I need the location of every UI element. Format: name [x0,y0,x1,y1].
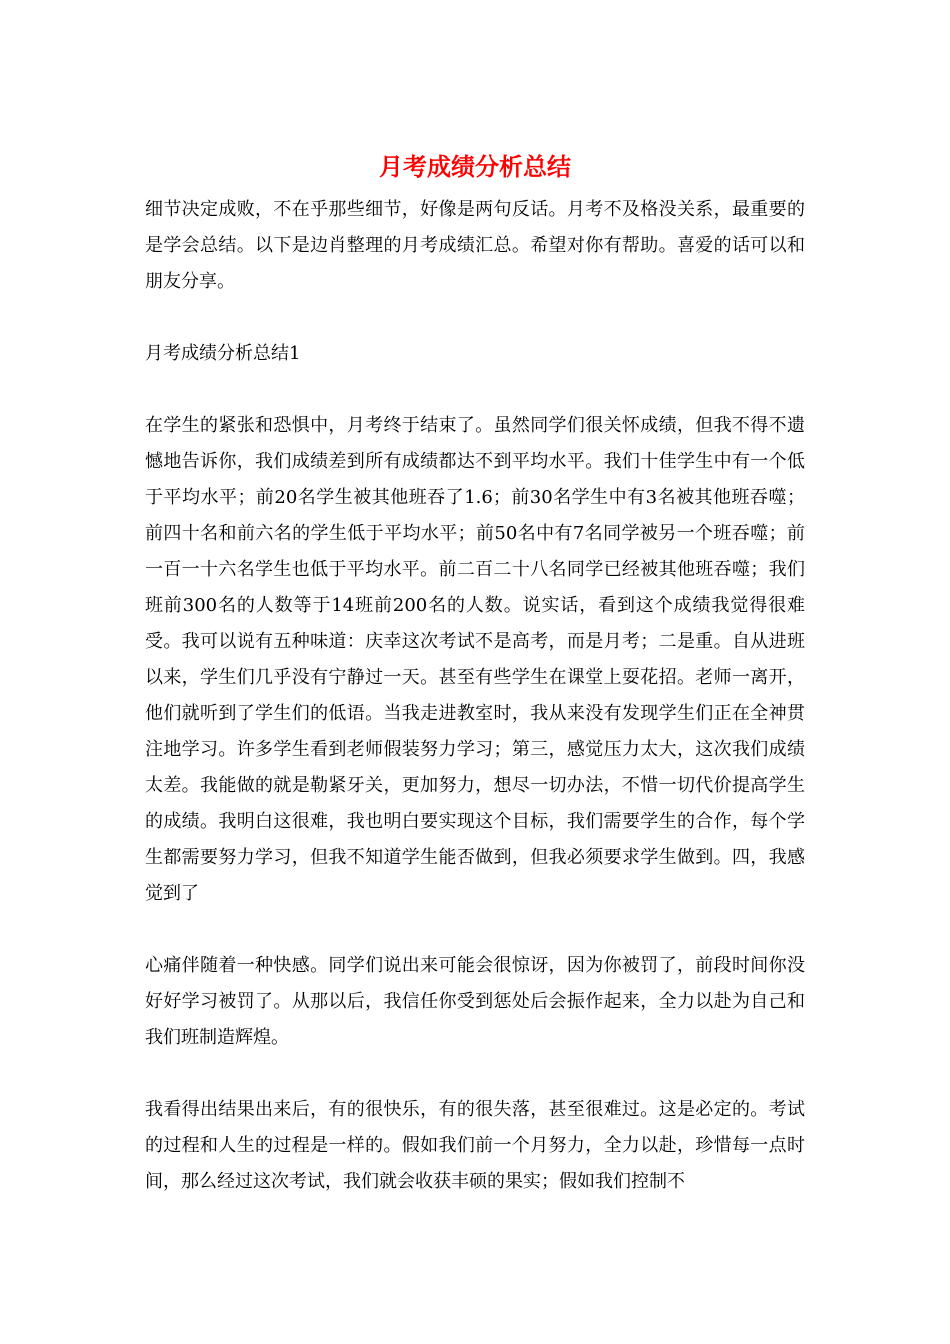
section-heading: 月考成绩分析总结1 [145,343,301,364]
paragraph-spacer [145,1056,805,1092]
body-paragraph-2: 心痛伴随着一种快感。同学们说出来可能会很惊讶，因为你被罚了，前段时间你没好好学习被罚了。从那以后，我信任你受到惩处后会振作起来，全力以赴为自己和我们班制造辉煌。 [145,955,805,1048]
body-paragraph-3: 我看得出结果出来后，有的很快乐，有的很失落，甚至很难过。这是必定的。考试的过程和人生的过程是一样的。假如我们前一个月努力，全力以赴，珍惜每一点时间，那么经过这次考试，我们就会收获丰硕的果实；假如我们控制不 [145,1099,805,1192]
paragraph-spacer [145,912,805,948]
intro-paragraph: 细节决定成败，不在乎那些细节，好像是两句反话。月考不及格没关系，最重要的是学会总结。以下是边肖整理的月考成绩汇总。希望对你有帮助。喜爱的话可以和朋友分享。 [145,199,805,292]
document-body [145,192,805,1200]
document-title: 月考成绩分析总结 [379,152,571,181]
body-paragraph-1: 在学生的紧张和恐惧中，月考终于结束了。虽然同学们很关怀成绩，但我不得不遗憾地告诉你，我们成绩差到所有成绩都达不到平均水平。我们十佳学生中有一个低于平均水平；前20名学生被其他班吞了1.6；前30名学生中有3名被其他班吞噬；前四十名和前六名的学生低于平均水平；前50名中有7名同学被另一个班吞噬；前一百一十六名学生也低于平均水平。前二百二十八名同学已经被其他班吞噬；我们班前300名的人数等于14班前200名的人数。说实话，看到这个成绩我觉得很难受。我可以说有五种味道：庆幸这次考试不是高考，而是月考；二是重。自从进班以来，学生们几乎没有宁静过一天。甚至有些学生在课堂上耍花招。老师一离开，他们就听到了学生们的低语。当我走进教室时，我从来没有发现学生们正在全神贯注地学习。许多学生看到老师假装努力学习；第三，感觉压力太大，这次我们成绩太差。我能做的就是勒紧牙关，更加努力，想尽一切办法，不惜一切代价提高学生的成绩。我明白这很难，我也明白要实现这个目标，我们需要学生的合作，每个学生都需要努力学习，但我不知道学生能否做到，但我必须要求学生做到。四，我感觉到了 [145,415,805,904]
paragraph-spacer [145,372,805,408]
paragraph-spacer [145,300,805,336]
